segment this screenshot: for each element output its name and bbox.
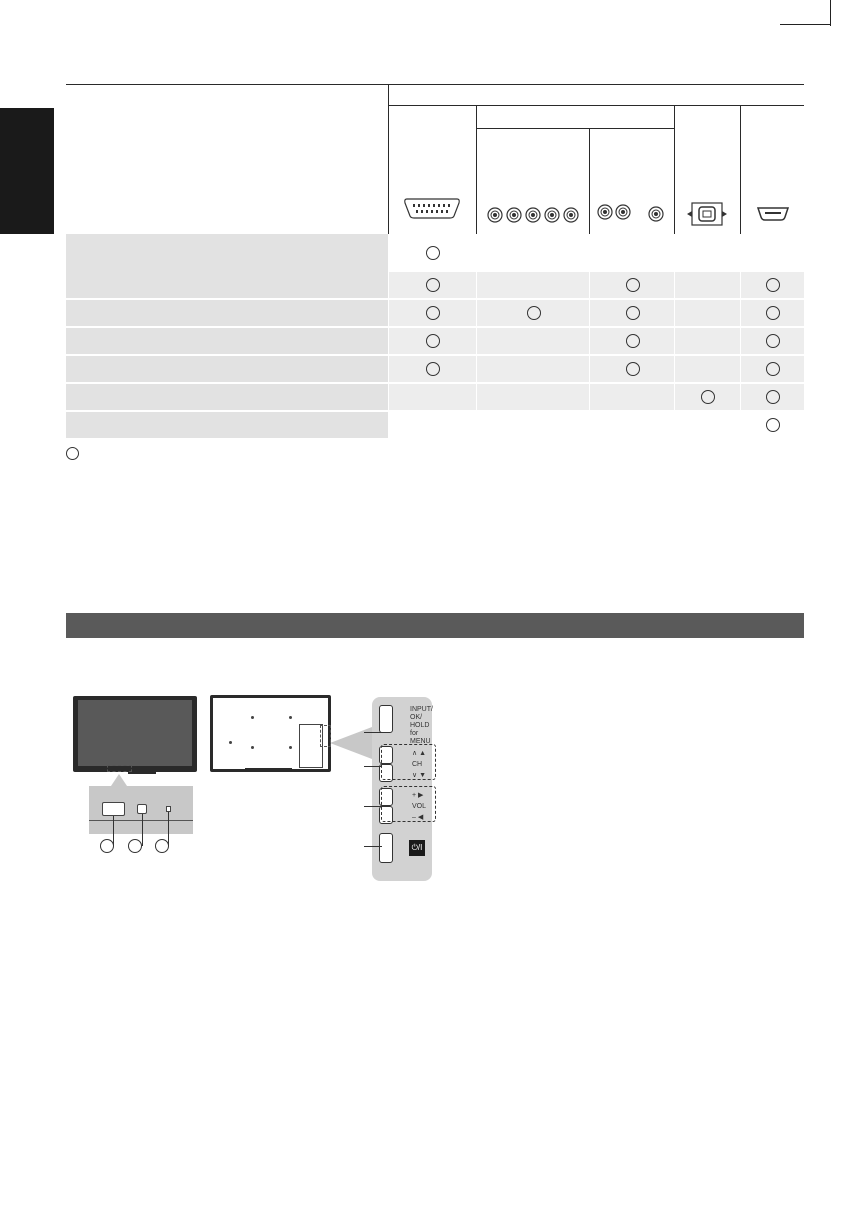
legend-check-circle <box>66 447 79 460</box>
table-cell <box>388 272 476 298</box>
table-row-label-cell <box>66 272 388 298</box>
table-cell <box>740 328 804 354</box>
vol-down-label: – ◀ <box>412 814 424 821</box>
callout-leader <box>364 732 382 733</box>
check-circle-mark <box>626 278 640 292</box>
screw-hole <box>251 716 254 719</box>
table-cell <box>674 412 740 438</box>
check-circle-mark <box>766 278 780 292</box>
screw-hole <box>289 716 292 719</box>
check-circle-mark <box>426 334 440 348</box>
table-cell <box>674 328 740 354</box>
table-cell <box>589 328 674 354</box>
table-subheader-rule <box>476 128 674 129</box>
power-symbol-icon: ⏻/I <box>409 840 425 856</box>
table-cell <box>740 272 804 298</box>
vol-up-label: + ▶ <box>412 792 424 799</box>
front-zoom-pointer <box>111 774 127 786</box>
check-circle-mark <box>766 362 780 376</box>
remote-sensor <box>102 802 125 816</box>
ch-label: CH <box>412 761 423 768</box>
ch-up-label: ∧ ▲ <box>412 750 426 757</box>
table-cell <box>674 384 740 410</box>
front-panel-edge <box>89 820 193 821</box>
table-cell <box>674 300 740 326</box>
table-cell <box>674 356 740 382</box>
tv-front-stand <box>128 769 156 774</box>
table-cell <box>589 234 674 272</box>
table-top-rule <box>66 84 804 85</box>
tv-rear-stand <box>245 768 292 772</box>
table-cell <box>476 234 589 272</box>
table-row-label-cell <box>66 328 388 354</box>
check-circle-mark <box>701 390 715 404</box>
table-cell <box>476 356 589 382</box>
crop-mark-horizontal <box>780 24 831 25</box>
table-col-rule <box>388 84 389 234</box>
table-cell <box>589 412 674 438</box>
table-cell <box>476 300 589 326</box>
input-ok-menu-button <box>379 705 393 733</box>
channel-buttons-group <box>381 744 436 780</box>
table-col-rule <box>740 105 741 234</box>
table-cell <box>476 328 589 354</box>
check-circle-mark <box>626 334 640 348</box>
tv-front-screen <box>78 700 192 766</box>
audio-rca-icon <box>596 202 670 226</box>
table-cell <box>388 328 476 354</box>
crop-mark-vertical <box>830 0 831 26</box>
input-button-label: INPUT/ OK/ HOLD for MENU <box>410 706 433 745</box>
table-col-rule <box>476 105 477 234</box>
table-cell <box>388 412 476 438</box>
optical-digital-icon <box>684 201 730 227</box>
callout-leader <box>364 846 382 847</box>
table-cell <box>388 234 476 272</box>
check-circle-mark <box>766 334 780 348</box>
callout-leader <box>364 766 382 767</box>
table-row-label-cell <box>66 384 388 410</box>
power-button <box>379 833 393 863</box>
section-header-bar <box>66 613 804 638</box>
component-rca-icon <box>486 203 590 225</box>
table-cell <box>388 384 476 410</box>
table-row-label-cell <box>66 234 388 272</box>
check-circle-mark <box>426 306 440 320</box>
screw-hole <box>289 746 292 749</box>
table-cell <box>476 384 589 410</box>
callout-circle <box>128 839 142 853</box>
table-cell <box>388 356 476 382</box>
table-cell <box>674 272 740 298</box>
table-cell <box>476 412 589 438</box>
screw-hole <box>251 746 254 749</box>
check-circle-mark <box>766 418 780 432</box>
table-row-label-cell <box>66 300 388 326</box>
vol-label: VOL <box>412 803 427 810</box>
callout-leader <box>113 816 114 846</box>
language-side-tab <box>0 108 54 234</box>
screw-hole <box>229 741 232 744</box>
table-cell <box>740 412 804 438</box>
callout-circle <box>100 839 114 853</box>
table-cell <box>589 356 674 382</box>
table-cell <box>589 300 674 326</box>
callout-leader <box>142 814 143 846</box>
scart-connector-icon <box>403 197 461 219</box>
table-cell <box>476 272 589 298</box>
table-cell <box>740 234 804 272</box>
table-cell <box>740 300 804 326</box>
table-cell <box>589 384 674 410</box>
check-circle-mark <box>426 278 440 292</box>
check-circle-mark <box>426 362 440 376</box>
check-circle-mark <box>426 246 440 260</box>
volume-buttons-group <box>381 786 436 822</box>
table-cell <box>740 384 804 410</box>
table-cell <box>388 300 476 326</box>
callout-circle <box>155 839 169 853</box>
callout-leader <box>364 806 382 807</box>
callout-leader <box>168 812 169 846</box>
ambient-sensor <box>137 804 147 814</box>
check-circle-mark <box>766 306 780 320</box>
table-row-label-cell <box>66 356 388 382</box>
ch-down-label: ∨ ▼ <box>412 772 426 779</box>
table-row-label-cell <box>66 412 388 438</box>
table-header-rule <box>388 105 804 106</box>
table-cell <box>740 356 804 382</box>
front-indicator-zoom-marker <box>107 765 132 772</box>
hdmi-connector-icon <box>755 205 791 223</box>
check-circle-mark <box>766 390 780 404</box>
table-cell <box>589 272 674 298</box>
connection-table <box>66 84 804 440</box>
table-col-rule <box>674 105 675 234</box>
check-circle-mark <box>626 306 640 320</box>
table-cell <box>674 234 740 272</box>
check-circle-mark <box>527 306 541 320</box>
check-circle-mark <box>626 362 640 376</box>
